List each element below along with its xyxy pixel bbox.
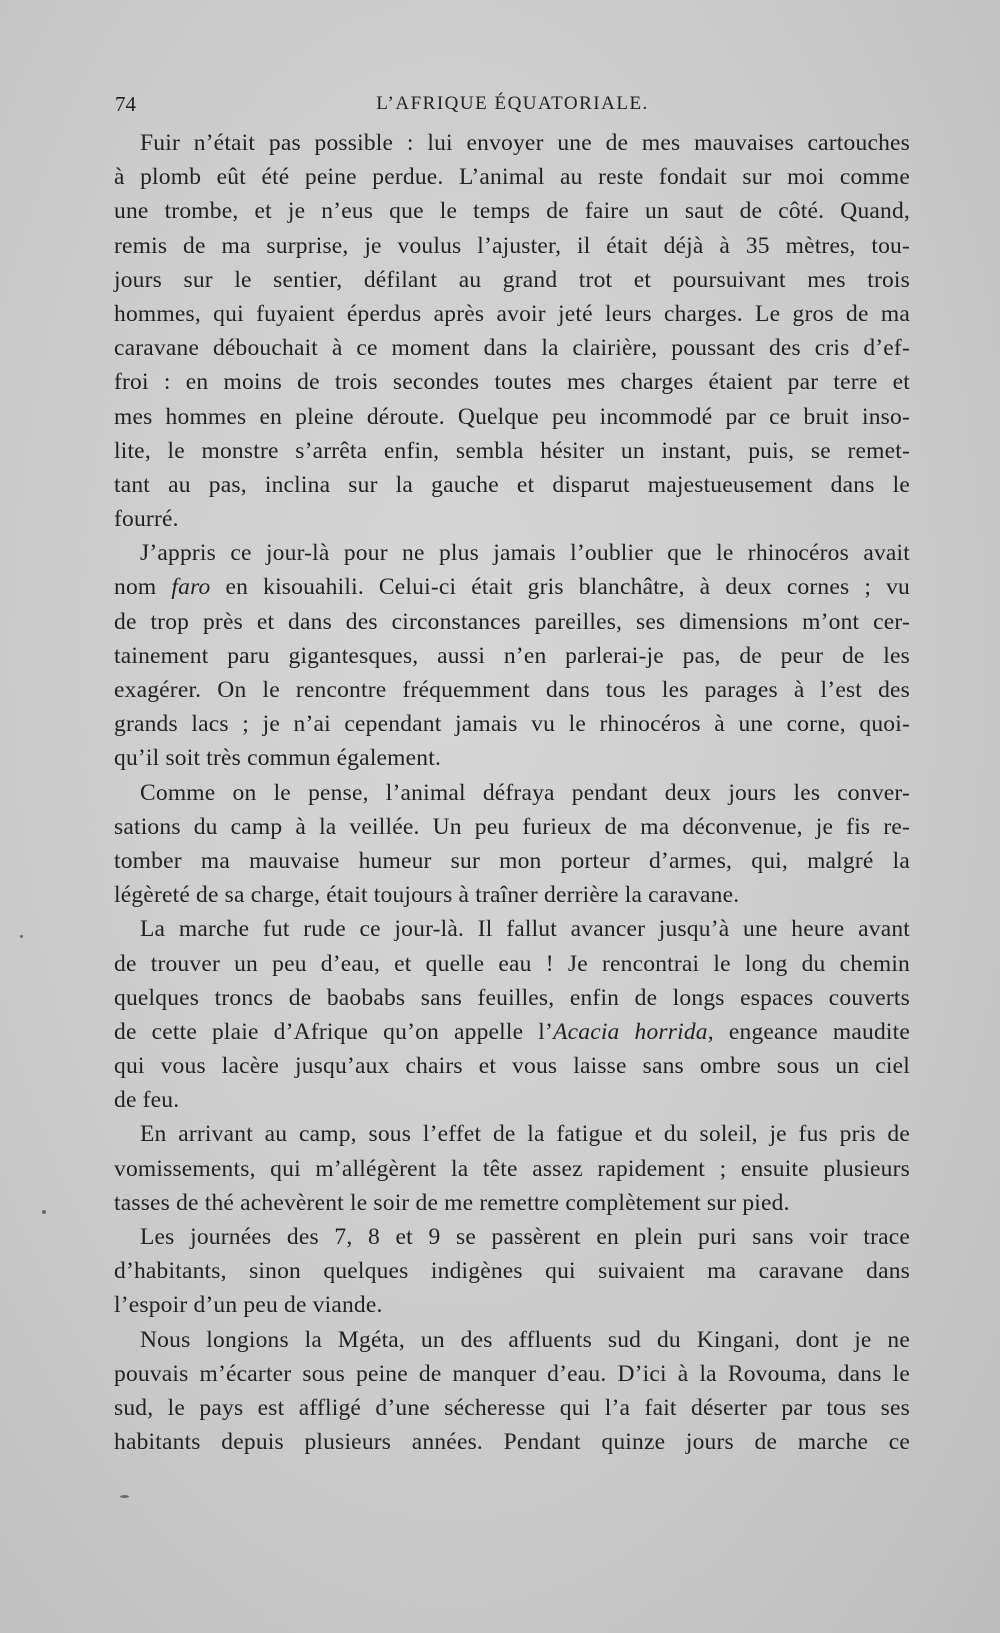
text-line: fourré. <box>114 506 179 533</box>
text-line: mes hommes en pleine déroute. Quelque peu incommodé par ce bruit inso- <box>114 403 910 430</box>
text-line: d’habitants, sinon quelques indigènes qui suivaient ma caravane dans <box>114 1258 910 1285</box>
italic-term: Acacia horrida <box>553 1018 708 1045</box>
text-line: remis de ma surprise, je voulus l’ajuster, il était déjà à 35 mètres, tou- <box>114 232 910 259</box>
text-line: grands lacs ; je n’ai cependant jamais vu le rhinocéros à une corne, quoi- <box>114 711 910 738</box>
text-line: de cette plaie d’Afrique qu’on appelle l’Acacia horrida, engeance maudite <box>114 1018 910 1045</box>
text-line: tomber ma mauvaise humeur sur mon porteur d’armes, qui, malgré la <box>114 847 910 874</box>
text-line: J’appris ce jour-là pour ne plus jamais l’oublier que le rhinocéros avait <box>140 540 910 567</box>
text-line: froi : en moins de trois secondes toutes mes charges étaient par terre et <box>114 369 910 396</box>
paper-speck <box>42 1210 46 1214</box>
paper-speck <box>120 1495 129 1498</box>
running-title: L’AFRIQUE ÉQUATORIALE. <box>376 93 649 114</box>
text-line: hommes, qui fuyaient éperdus après avoir jeté leurs charges. Le gros de ma <box>114 300 910 327</box>
text-line: quelques troncs de baobabs sans feuilles, enfin de longs espaces couverts <box>114 984 910 1011</box>
text-line: vomissements, qui m’allégèrent la tête assez rapidement ; ensuite plusieurs <box>114 1155 910 1182</box>
text-line: tainement paru gigantesques, aussi n’en parlerai-je pas, de peur de les <box>114 642 910 669</box>
text-line: jours sur le sentier, défilant au grand trot et poursuivant mes trois <box>114 266 910 293</box>
text-line: lite, le monstre s’arrêta enfin, sembla hésiter un instant, puis, se remet- <box>114 437 910 464</box>
text-line: de trouver un peu d’eau, et quelle eau ! Je rencontrai le long du chemin <box>114 950 910 977</box>
text-line: de feu. <box>114 1087 180 1114</box>
text-line: nom faro en kisouahili. Celui-ci était gris blanchâtre, à deux cornes ; vu <box>114 574 910 601</box>
text-line: habitants depuis plusieurs années. Pendant quinze jours de marche ce <box>114 1429 910 1456</box>
text-line: Fuir n’était pas possible : lui envoyer une de mes mauvaises cartouches <box>140 130 910 156</box>
text-line: Les journées des 7, 8 et 9 se passèrent en plein puri sans voir trace <box>140 1224 910 1250</box>
text-line: Comme on le pense, l’animal défraya pendant deux jours les conver- <box>140 779 910 806</box>
text-line: qu’il soit très commun également. <box>114 745 442 772</box>
text-line: Nous longions la Mgéta, un des affluents sud du Kingani, dont je ne <box>140 1326 910 1353</box>
text-line: En arrivant au camp, sous l’effet de la fatigue et du soleil, je fus pris de <box>140 1121 910 1148</box>
running-head <box>115 92 910 118</box>
text-line: sations du camp à la veillée. Un peu furieux de ma déconvenue, je fis re- <box>114 813 910 840</box>
text-line: tant au pas, inclina sur la gauche et disparut majestueusement dans le <box>114 471 910 498</box>
page-number: 74 <box>115 92 136 116</box>
text-line: pouvais m’écarter sous peine de manquer d’eau. D’ici à la Rovouma, dans le <box>114 1360 910 1387</box>
text-line: La marche fut rude ce jour-là. Il fallut avancer jusqu’à une heure avant <box>140 916 910 943</box>
text-line: exagérer. On le rencontre fréquemment dans tous les parages à l’est des <box>114 677 910 703</box>
italic-term: faro <box>171 574 211 601</box>
text-line: de trop près et dans des circonstances pareilles, ses dimensions m’ont cer- <box>114 608 910 635</box>
text-line: qui vous lacère jusqu’aux chairs et vous laisse sans ombre sous un ciel <box>114 1053 910 1080</box>
text-line: tasses de thé achevèrent le soir de me remettre complètement sur pied. <box>114 1189 790 1216</box>
text-line: à plomb eût été peine perdue. L’animal au reste fondait sur moi comme <box>114 164 910 191</box>
body-text <box>114 126 910 1459</box>
text-line: l’espoir d’un peu de viande. <box>114 1292 383 1319</box>
text-line: légèreté de sa charge, était toujours à traîner derrière la caravane. <box>114 882 740 909</box>
text-line: sud, le pays est affligé d’une sécheresse qui l’a fait déserter par tous ses <box>114 1394 910 1421</box>
text-line: caravane débouchait à ce moment dans la clairière, poussant des cris d’ef- <box>114 335 910 362</box>
paper-speck <box>20 935 23 938</box>
text-line: une trombe, et je n’eus que le temps de faire un saut de côté. Quand, <box>114 198 910 225</box>
